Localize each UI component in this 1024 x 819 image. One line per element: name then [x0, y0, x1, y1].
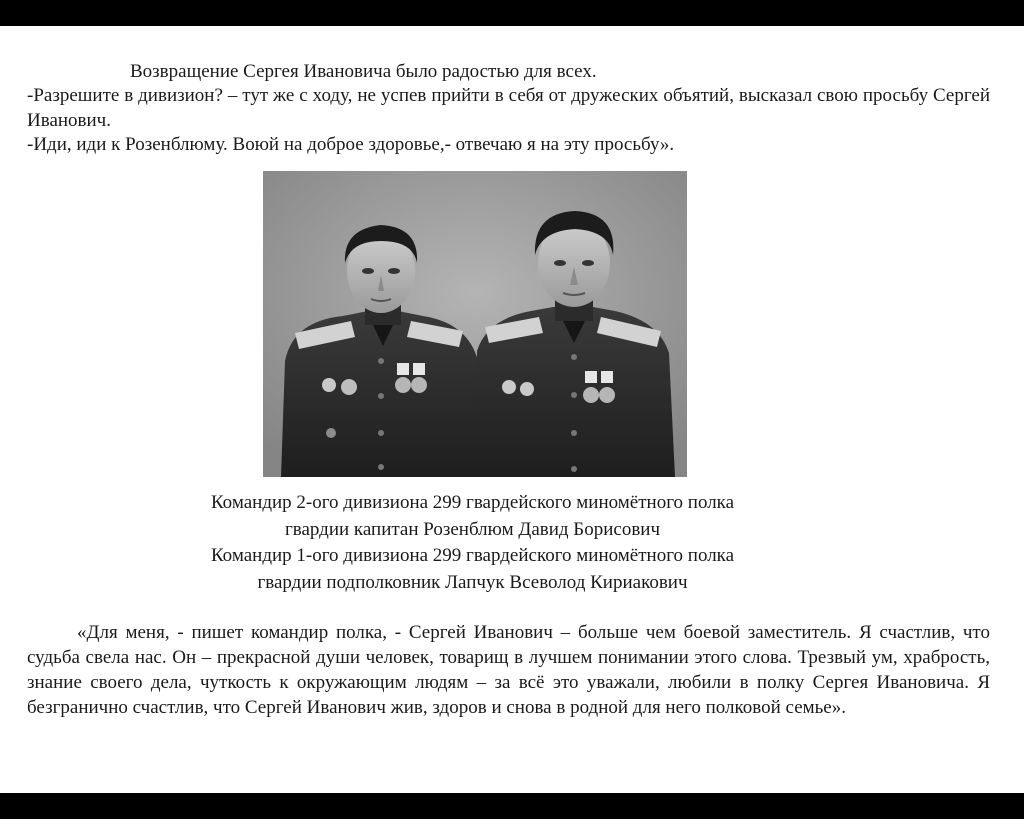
historical-photo: [263, 171, 687, 477]
caption-line-3: Командир 1-ого дивизиона 299 гвардейского миномётного полка: [210, 545, 735, 566]
caption-line-1: Командир 2-ого дивизиона 299 гвардейского миномётного полка: [210, 492, 735, 513]
dialogue-line-request: -Разрешите в дивизион? – тут же с ходу, не успев прийти в себя от дружеских объятий, высказал свою просьбу Сергей Иванович.: [27, 85, 990, 131]
intro-line: Возвращение Сергея Ивановича было радостью для всех.: [130, 61, 597, 82]
photo-caption: [130, 490, 815, 596]
caption-line-2: гвардии капитан Розенблюм Давид Борисович: [284, 518, 661, 540]
caption-line-4: гвардии подполковник Лапчук Всеволод Кириакович: [257, 571, 688, 593]
dialogue-line-reply: -Иди, иди к Розенблюму. Воюй на доброе здоровье,- отвечаю я на эту просьбу».: [27, 134, 675, 155]
commander-quote: «Для меня, - пишет командир полка, - Сергей Иванович – больше чем боевой заместитель. Я счастлив, что судьба свела нас. Он – прекрасной души человек, товарищ в лучшем понимании этого слова. Трезвый ум, храбрость, знание своего дела, чуткость к окружающим людям – за всё это уважали, любили в полку Сергея Ивановича. Я безгранично счастлив, что Сергей Иванович жив, здоров и снова в родной для него полковой семье».: [27, 622, 990, 718]
document-page: [0, 26, 1024, 793]
